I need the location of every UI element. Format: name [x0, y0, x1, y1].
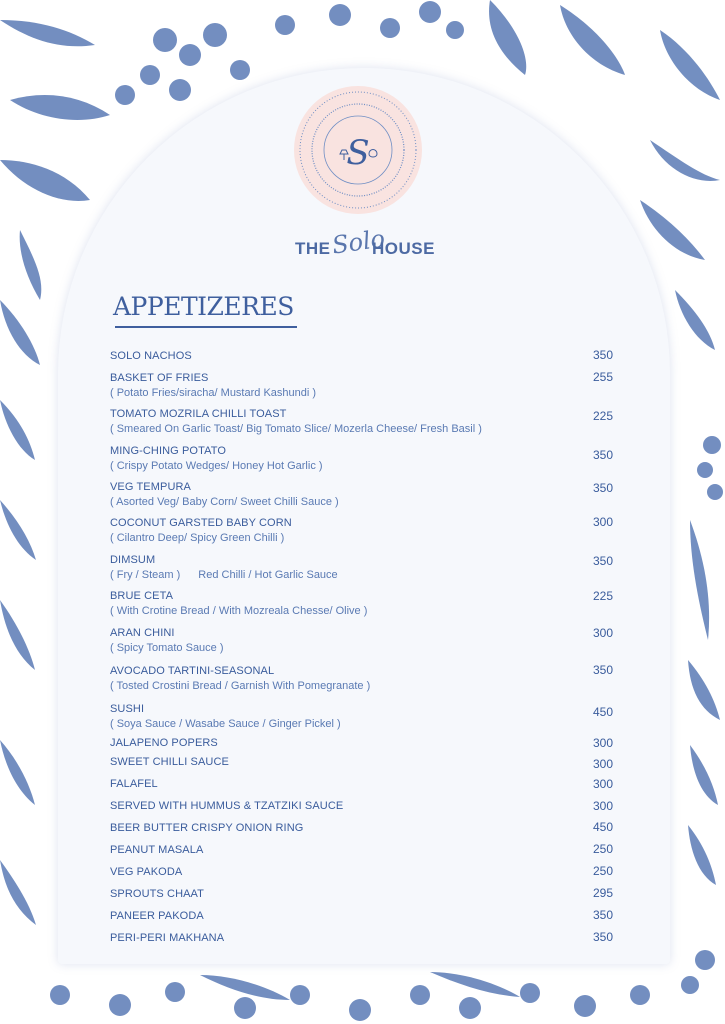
- item-price: 450: [593, 705, 614, 719]
- item-description: [110, 568, 620, 582]
- item-price: 350: [593, 930, 614, 944]
- menu-item: [110, 777, 620, 791]
- item-name: TOMATO MOZRILA CHILLI TOAST: [110, 408, 287, 420]
- section-title: APPETIZERES: [113, 292, 294, 321]
- logo-medallion: [292, 84, 424, 216]
- item-description: ( Potato Fries/siracha/ Mustard Kashundi ): [110, 387, 317, 399]
- menu-item: [110, 702, 620, 731]
- item-price: 225: [593, 409, 614, 423]
- item-price: 300: [593, 515, 614, 529]
- brand-solo: Solo: [330, 224, 387, 260]
- menu-item: [110, 516, 620, 545]
- brand-the: THE: [295, 239, 331, 258]
- menu-item: [110, 589, 620, 618]
- menu-item: [110, 626, 620, 655]
- item-name: SERVED WITH HUMMUS & TZATZIKI SAUCE: [110, 800, 344, 812]
- item-price: 295: [593, 886, 614, 900]
- item-price: 450: [593, 820, 614, 834]
- item-description: ( Smeared On Garlic Toast/ Big Tomato Slice/ Mozerla Cheese/ Fresh Basil ): [110, 423, 482, 435]
- item-name: SOLO NACHOS: [110, 350, 192, 362]
- item-price: 300: [593, 777, 614, 791]
- item-name: VEG TEMPURA: [110, 481, 191, 493]
- menu-item: [110, 480, 620, 509]
- item-price: 300: [593, 799, 614, 813]
- brand-house: HOUSE: [372, 239, 435, 258]
- menu-item: [110, 349, 620, 363]
- menu-item: [110, 736, 620, 750]
- item-name: BRUE CETA: [110, 590, 174, 602]
- menu-item: [110, 909, 620, 923]
- item-name: AVOCADO TARTINI-SEASONAL: [110, 665, 275, 677]
- menu-item: [110, 755, 620, 769]
- menu-item: [110, 799, 620, 813]
- item-name: PEANUT MASALA: [110, 844, 204, 856]
- item-description: ( Spicy Tomato Sauce ): [110, 642, 224, 654]
- brand-wordmark: [260, 226, 470, 274]
- menu-item: [110, 931, 620, 945]
- item-price: 350: [593, 554, 614, 568]
- menu-item: [110, 887, 620, 901]
- item-name: BASKET OF FRIES: [110, 372, 209, 384]
- item-price: 250: [593, 864, 614, 878]
- item-name: COCONUT GARSTED BABY CORN: [110, 517, 292, 529]
- item-name: ARAN CHINI: [110, 627, 175, 639]
- item-price: 350: [593, 348, 614, 362]
- menu-item: [110, 407, 620, 436]
- item-description: ( With Crotine Bread / With Mozreala Chesse/ Olive ): [110, 605, 368, 617]
- item-price: 300: [593, 736, 614, 750]
- item-price: 350: [593, 908, 614, 922]
- item-description: ( Asorted Veg/ Baby Corn/ Sweet Chilli Sauce ): [110, 496, 339, 508]
- item-name: SUSHI: [110, 703, 145, 715]
- item-name: MING-CHING POTATO: [110, 445, 226, 457]
- menu-item: [110, 371, 620, 400]
- item-price: 300: [593, 626, 614, 640]
- menu-item: [110, 553, 620, 582]
- item-name: VEG PAKODA: [110, 866, 183, 878]
- item-description: ( Cilantro Deep/ Spicy Green Chilli ): [110, 532, 285, 544]
- item-price: 350: [593, 448, 614, 462]
- item-price: 250: [593, 842, 614, 856]
- item-name: SPROUTS CHAAT: [110, 888, 204, 900]
- menu-item: [110, 444, 620, 473]
- item-price: 350: [593, 663, 614, 677]
- item-price: 225: [593, 589, 614, 603]
- item-price: 255: [593, 370, 614, 384]
- item-price: 350: [593, 481, 614, 495]
- item-description: ( Soya Sauce / Wasabe Sauce / Ginger Pickel ): [110, 718, 341, 730]
- menu-item: [110, 865, 620, 879]
- item-name: PERI-PERI MAKHANA: [110, 932, 225, 944]
- item-description-sauce: Red Chilli / Hot Garlic Sauce: [198, 569, 338, 581]
- item-description-options: ( Fry / Steam ): [110, 569, 181, 581]
- item-description: ( Tosted Crostini Bread / Garnish With Pomegranate ): [110, 680, 371, 692]
- logo-monogram: S: [346, 133, 370, 173]
- item-description: ( Crispy Potato Wedges/ Honey Hot Garlic ): [110, 460, 323, 472]
- item-name: FALAFEL: [110, 778, 158, 790]
- item-name: SWEET CHILLI SAUCE: [110, 756, 229, 768]
- section-underline: [115, 326, 297, 328]
- item-price: 300: [593, 757, 614, 771]
- item-name: PANEER PAKODA: [110, 910, 204, 922]
- menu-item: [110, 664, 620, 693]
- menu-item: [110, 821, 620, 835]
- menu-item: [110, 843, 620, 857]
- item-name: DIMSUM: [110, 554, 156, 566]
- item-name: BEER BUTTER CRISPY ONION RING: [110, 822, 304, 834]
- item-name: JALAPENO POPERS: [110, 737, 218, 749]
